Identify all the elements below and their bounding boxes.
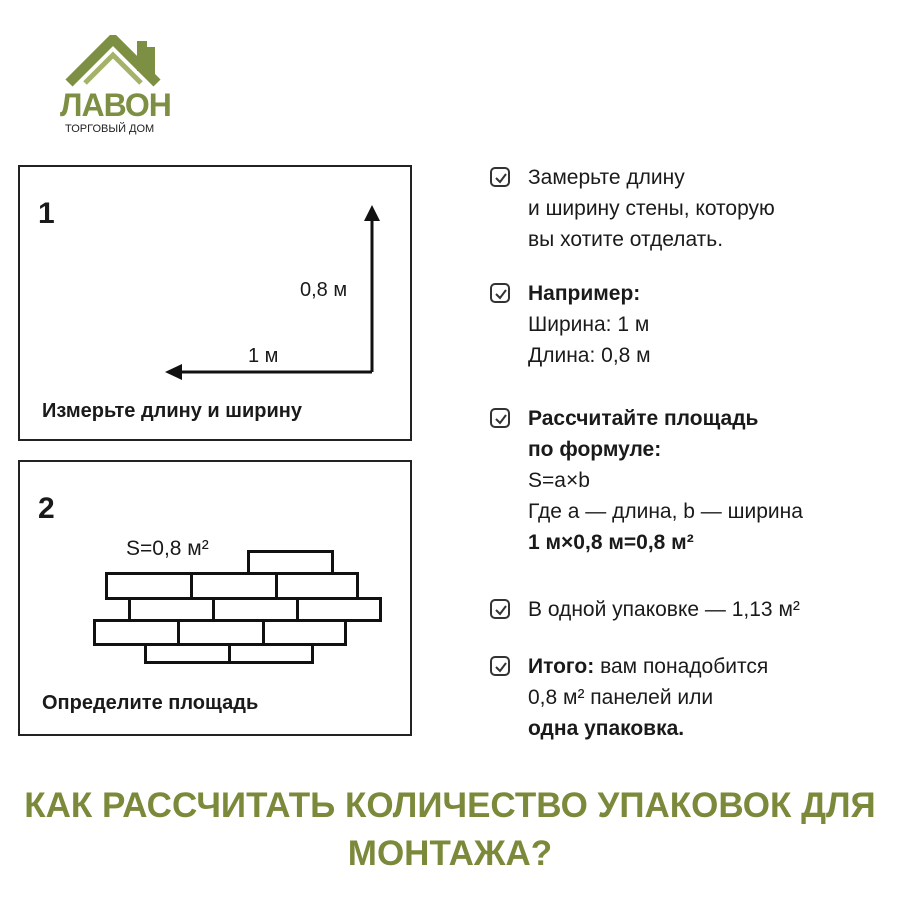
house-roof-icon [55, 35, 185, 95]
height-label: 0,8 м [300, 279, 348, 301]
brick [105, 572, 193, 600]
item-text: и ширину стены, которую [528, 197, 775, 220]
step2-caption: Определите площадь [42, 692, 259, 714]
logo-name: ЛАВОН [60, 87, 171, 123]
item-text: В одной упаковке — 1,13 м² [528, 598, 800, 621]
brick [144, 643, 231, 664]
brick [262, 619, 347, 646]
checklist-item [490, 594, 800, 625]
item-heading: по формуле: [528, 438, 662, 461]
title-line: КАК РАССЧИТАТЬ КОЛИЧЕСТВО УПАКОВОК ДЛЯ [24, 786, 876, 825]
logo-subtitle: ТОРГОВЫЙ ДОМ [65, 123, 155, 135]
item-text: 0,8 м² панелей или [528, 686, 714, 709]
area-label: S=0,8 м² [126, 537, 209, 560]
item-text: Ширина: 1 м [528, 313, 650, 336]
formula-result: 1 м×0,8 м=0,8 м² [528, 531, 694, 554]
measure-arrows [20, 167, 410, 439]
item-text: вам понадобится [594, 655, 769, 678]
brick [177, 619, 265, 646]
item-text: Где a — длина, b — ширина [528, 500, 803, 523]
brick [228, 643, 314, 664]
item-text: Длина: 0,8 м [528, 344, 651, 367]
checkbox-checked-icon [490, 167, 510, 187]
step2-number: 2 [38, 492, 55, 525]
brick [275, 572, 359, 600]
brick [190, 572, 278, 600]
item-heading: Итого: [528, 655, 595, 678]
page-title [0, 782, 900, 878]
checklist-item [490, 651, 768, 744]
step1-caption: Измерьте длину и ширину [42, 400, 302, 422]
checkbox-checked-icon [490, 408, 510, 428]
checklist-item [490, 162, 775, 255]
formula: S=a×b [528, 469, 590, 492]
checklist-item [490, 278, 651, 371]
checkbox-checked-icon [490, 283, 510, 303]
item-heading: Рассчитайте площадь [528, 407, 759, 430]
checklist-item [490, 403, 803, 558]
checkbox-checked-icon [490, 599, 510, 619]
title-line: МОНТАЖА? [347, 834, 553, 873]
brick [93, 619, 180, 646]
step1-panel [18, 165, 412, 441]
width-label: 1 м [248, 345, 279, 367]
item-text: Замерьте длину [528, 166, 685, 189]
item-conclusion: одна упаковка. [528, 717, 685, 740]
checkbox-checked-icon [490, 656, 510, 676]
step1-number: 1 [38, 197, 55, 230]
item-heading: Например: [528, 282, 641, 305]
logo [55, 35, 185, 135]
item-text: вы хотите отделать. [528, 228, 724, 251]
